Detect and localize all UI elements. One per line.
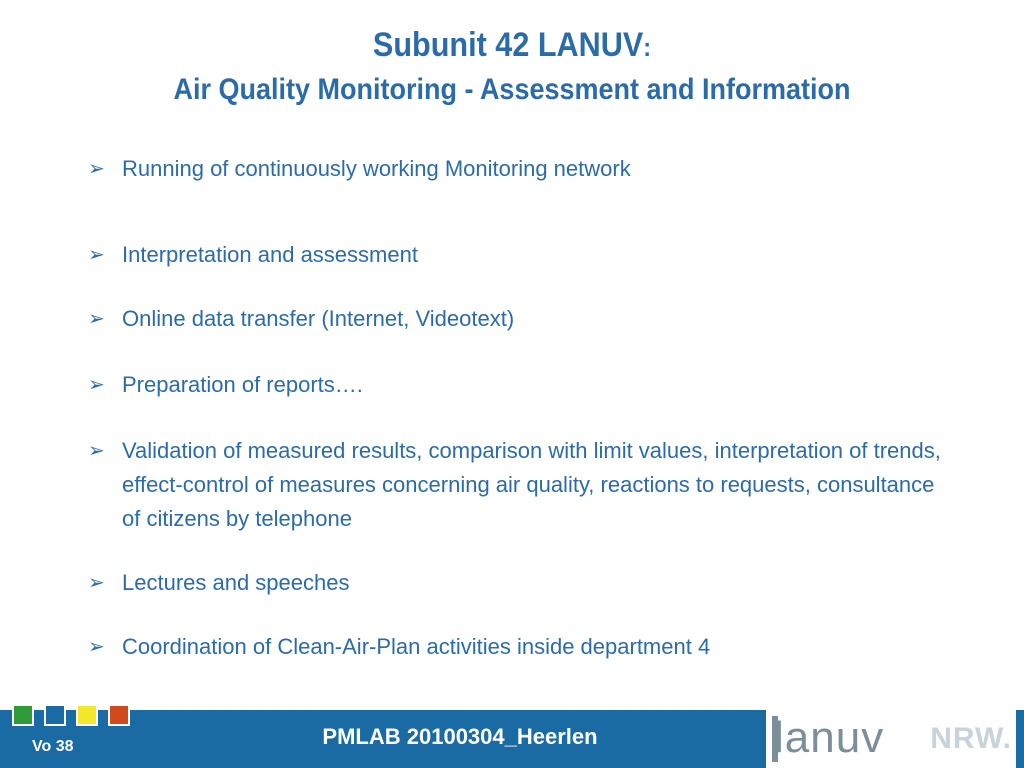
- footer-bar: [0, 710, 1024, 768]
- bullet-item: [88, 368, 958, 402]
- bullet-item: [88, 238, 958, 272]
- arrow-bullet-icon: ➢: [88, 572, 105, 594]
- lanuv-logo: [766, 710, 1016, 768]
- bullet-text: Interpretation and assessment: [122, 242, 418, 267]
- bullet-text: Running of continuously working Monitoring network: [122, 156, 631, 181]
- title-main: Subunit 42 LANUV: [372, 26, 644, 64]
- title-line-1: [51, 22, 973, 70]
- footer-title: PMLAB 20100304_Heerlen: [322, 724, 598, 749]
- slide-number: Vo 38: [32, 738, 74, 755]
- bullet-text: Validation of measured results, comparison with limit values, interpretation of trends, effect-control of measures concerning air quality, reactions to requests, consultance of citizens by telephone: [122, 438, 941, 531]
- bullet-item: [88, 434, 958, 536]
- bullet-item: [88, 566, 958, 600]
- bullet-text: Coordination of Clean-Air-Plan activities inside department 4: [122, 634, 711, 659]
- arrow-bullet-icon: ➢: [88, 244, 105, 266]
- blue-square-icon: [44, 704, 66, 726]
- arrow-bullet-icon: ➢: [88, 308, 105, 330]
- title-line-2: Air Quality Monitoring - Assessment and Information: [173, 73, 851, 106]
- bullet-text: Preparation of reports….: [122, 372, 363, 397]
- title-colon: :: [643, 32, 652, 62]
- logo-lanuv-text: lanuv: [774, 713, 885, 762]
- arrow-bullet-icon: ➢: [88, 374, 105, 396]
- bullet-text: Online data transfer (Internet, Videotext): [122, 306, 515, 331]
- slide-title: [0, 22, 1024, 110]
- arrow-bullet-icon: ➢: [88, 636, 105, 658]
- bullet-item: [88, 302, 958, 336]
- logo-nrw-text: NRW.: [930, 722, 1012, 755]
- arrow-bullet-icon: ➢: [88, 158, 105, 180]
- bullet-item: [88, 630, 958, 664]
- bullet-item: [88, 152, 958, 186]
- red-square-icon: [108, 704, 130, 726]
- yellow-square-icon: [76, 704, 98, 726]
- arrow-bullet-icon: ➢: [88, 440, 105, 462]
- bullet-text: Lectures and speeches: [122, 570, 350, 595]
- green-square-icon: [12, 704, 34, 726]
